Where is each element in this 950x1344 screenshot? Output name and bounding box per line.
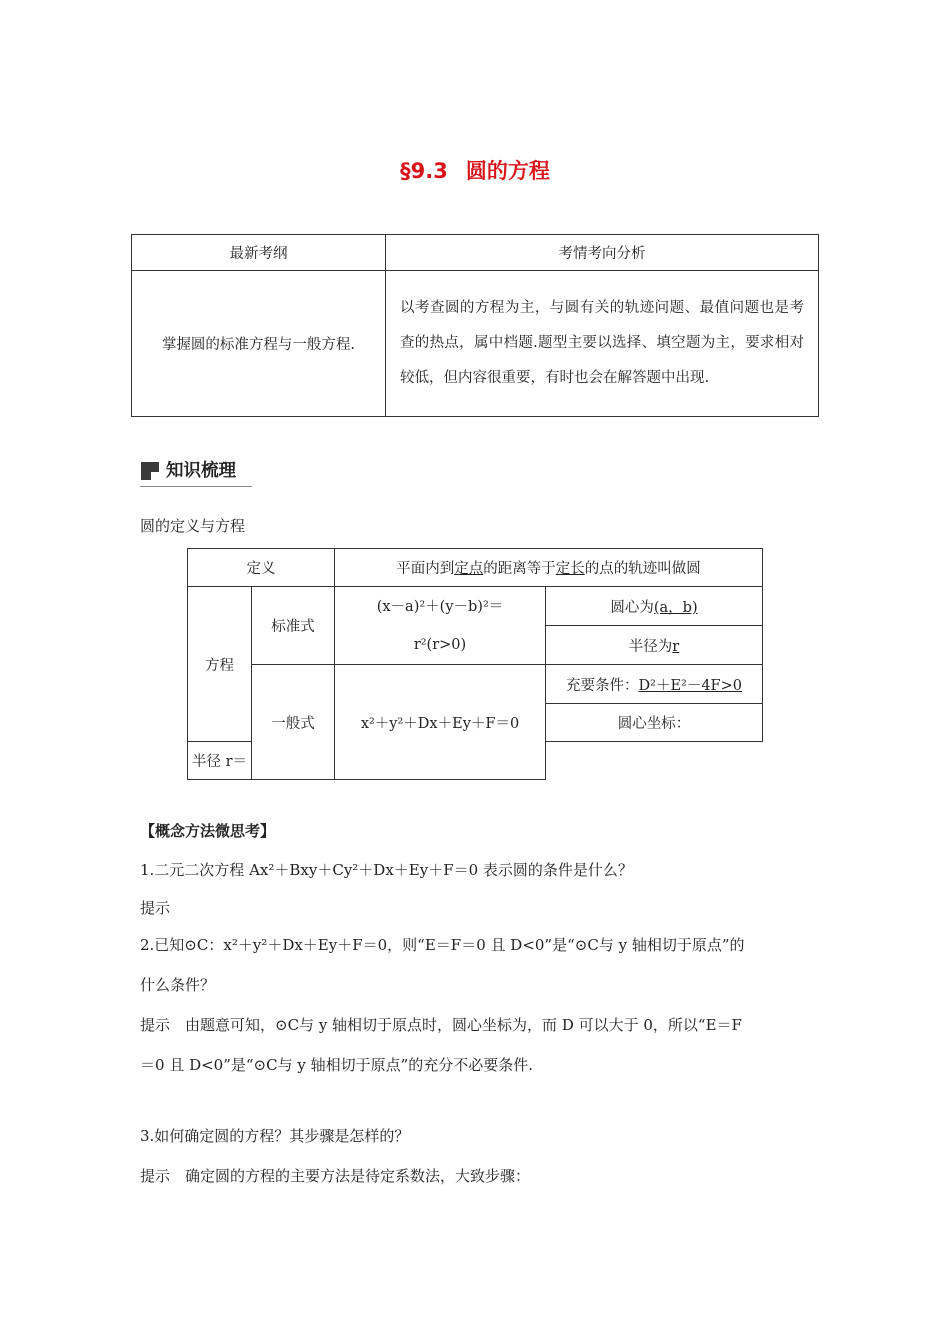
hint-2-line2: ＝0 且 D<0”是“⊙C与 y 轴相切于原点”的充分不必要条件. — [140, 1056, 534, 1074]
center-prefix: 圆心为 — [610, 599, 654, 616]
center-value: (a，b) — [653, 599, 698, 616]
def-fixed-point: 定点 — [454, 561, 484, 577]
standard-equation — [335, 587, 546, 665]
question-2-line2: 什么条件？ — [140, 976, 216, 994]
exam-outline-table — [131, 234, 819, 417]
radius-cell — [546, 626, 763, 665]
equation-label: 方程 — [188, 587, 252, 742]
section-name: 圆的方程 — [465, 159, 550, 183]
intro-text: 圆的定义与方程 — [140, 517, 246, 535]
def-part3: 的点的轨迹叫做圆 — [584, 561, 701, 577]
general-equation: x²＋y²＋Dx＋Ey＋F＝0 — [335, 665, 546, 780]
standard-eq-line2: r²(r>0) — [413, 636, 467, 653]
condition-value: D²＋E²－4F>0 — [638, 677, 742, 694]
radius-prefix: 半径为 — [628, 638, 673, 655]
header-analysis: 考情考向分析 — [386, 235, 819, 271]
outline-requirement: 掌握圆的标准方程与一般方程. — [132, 271, 386, 417]
hint-1: 提示 — [140, 899, 171, 917]
radius-value: r — [672, 638, 680, 655]
standard-eq-line1: (x－a)²＋(y－b)²＝ — [376, 598, 504, 615]
analysis-text: 以考查圆的方程为主，与圆有关的轨迹问题、最值问题也是考查的热点，属中档题.题型主要以选择、填空题为主，要求相对较低，但内容很重要，有时也会在解答题中出现. — [386, 271, 819, 417]
center-cell — [546, 587, 763, 626]
general-form-label: 一般式 — [252, 665, 335, 780]
radius-r-cell: 半径 r＝ — [188, 742, 252, 780]
question-1: 1.二元二次方程 Ax²＋Bxy＋Cy²＋Dx＋Ey＋F＝0 表示圆的条件是什么？ — [140, 861, 633, 879]
question-3: 3.如何确定圆的方程？其步骤是怎样的？ — [140, 1127, 410, 1145]
section-square-icon — [141, 462, 159, 480]
definition-label: 定义 — [188, 549, 335, 587]
page-title — [0, 155, 950, 185]
hint-2-line1: 提示 由题意可知，⊙C与 y 轴相切于原点时，圆心坐标为，而 D 可以大于 0，所以“E＝F — [140, 1016, 742, 1034]
hint-3: 提示 确定圆的方程的主要方法是待定系数法，大致步骤： — [140, 1167, 531, 1185]
header-outline: 最新考纲 — [132, 235, 386, 271]
condition-prefix: 充要条件： — [566, 677, 639, 694]
question-2-line1: 2.已知⊙C：x²＋y²＋Dx＋Ey＋F＝0，则“E＝F＝0 且 D<0”是“⊙C与 y 轴相切于原点”的 — [140, 936, 745, 954]
condition-cell — [546, 665, 763, 704]
def-part1: 平面内到 — [396, 561, 455, 577]
definition-text — [335, 549, 763, 587]
center-coord-cell: 圆心坐标： — [546, 704, 763, 742]
def-fixed-length: 定长 — [555, 561, 585, 577]
thinking-heading: 【概念方法微思考】 — [140, 822, 276, 840]
standard-form-label: 标准式 — [252, 587, 335, 665]
definition-table — [187, 548, 763, 780]
def-part2: 的距离等于 — [483, 561, 556, 577]
section-heading — [140, 456, 252, 487]
section-number: §9.3 — [400, 159, 448, 183]
section-heading-text: 知识梳理 — [166, 461, 236, 481]
